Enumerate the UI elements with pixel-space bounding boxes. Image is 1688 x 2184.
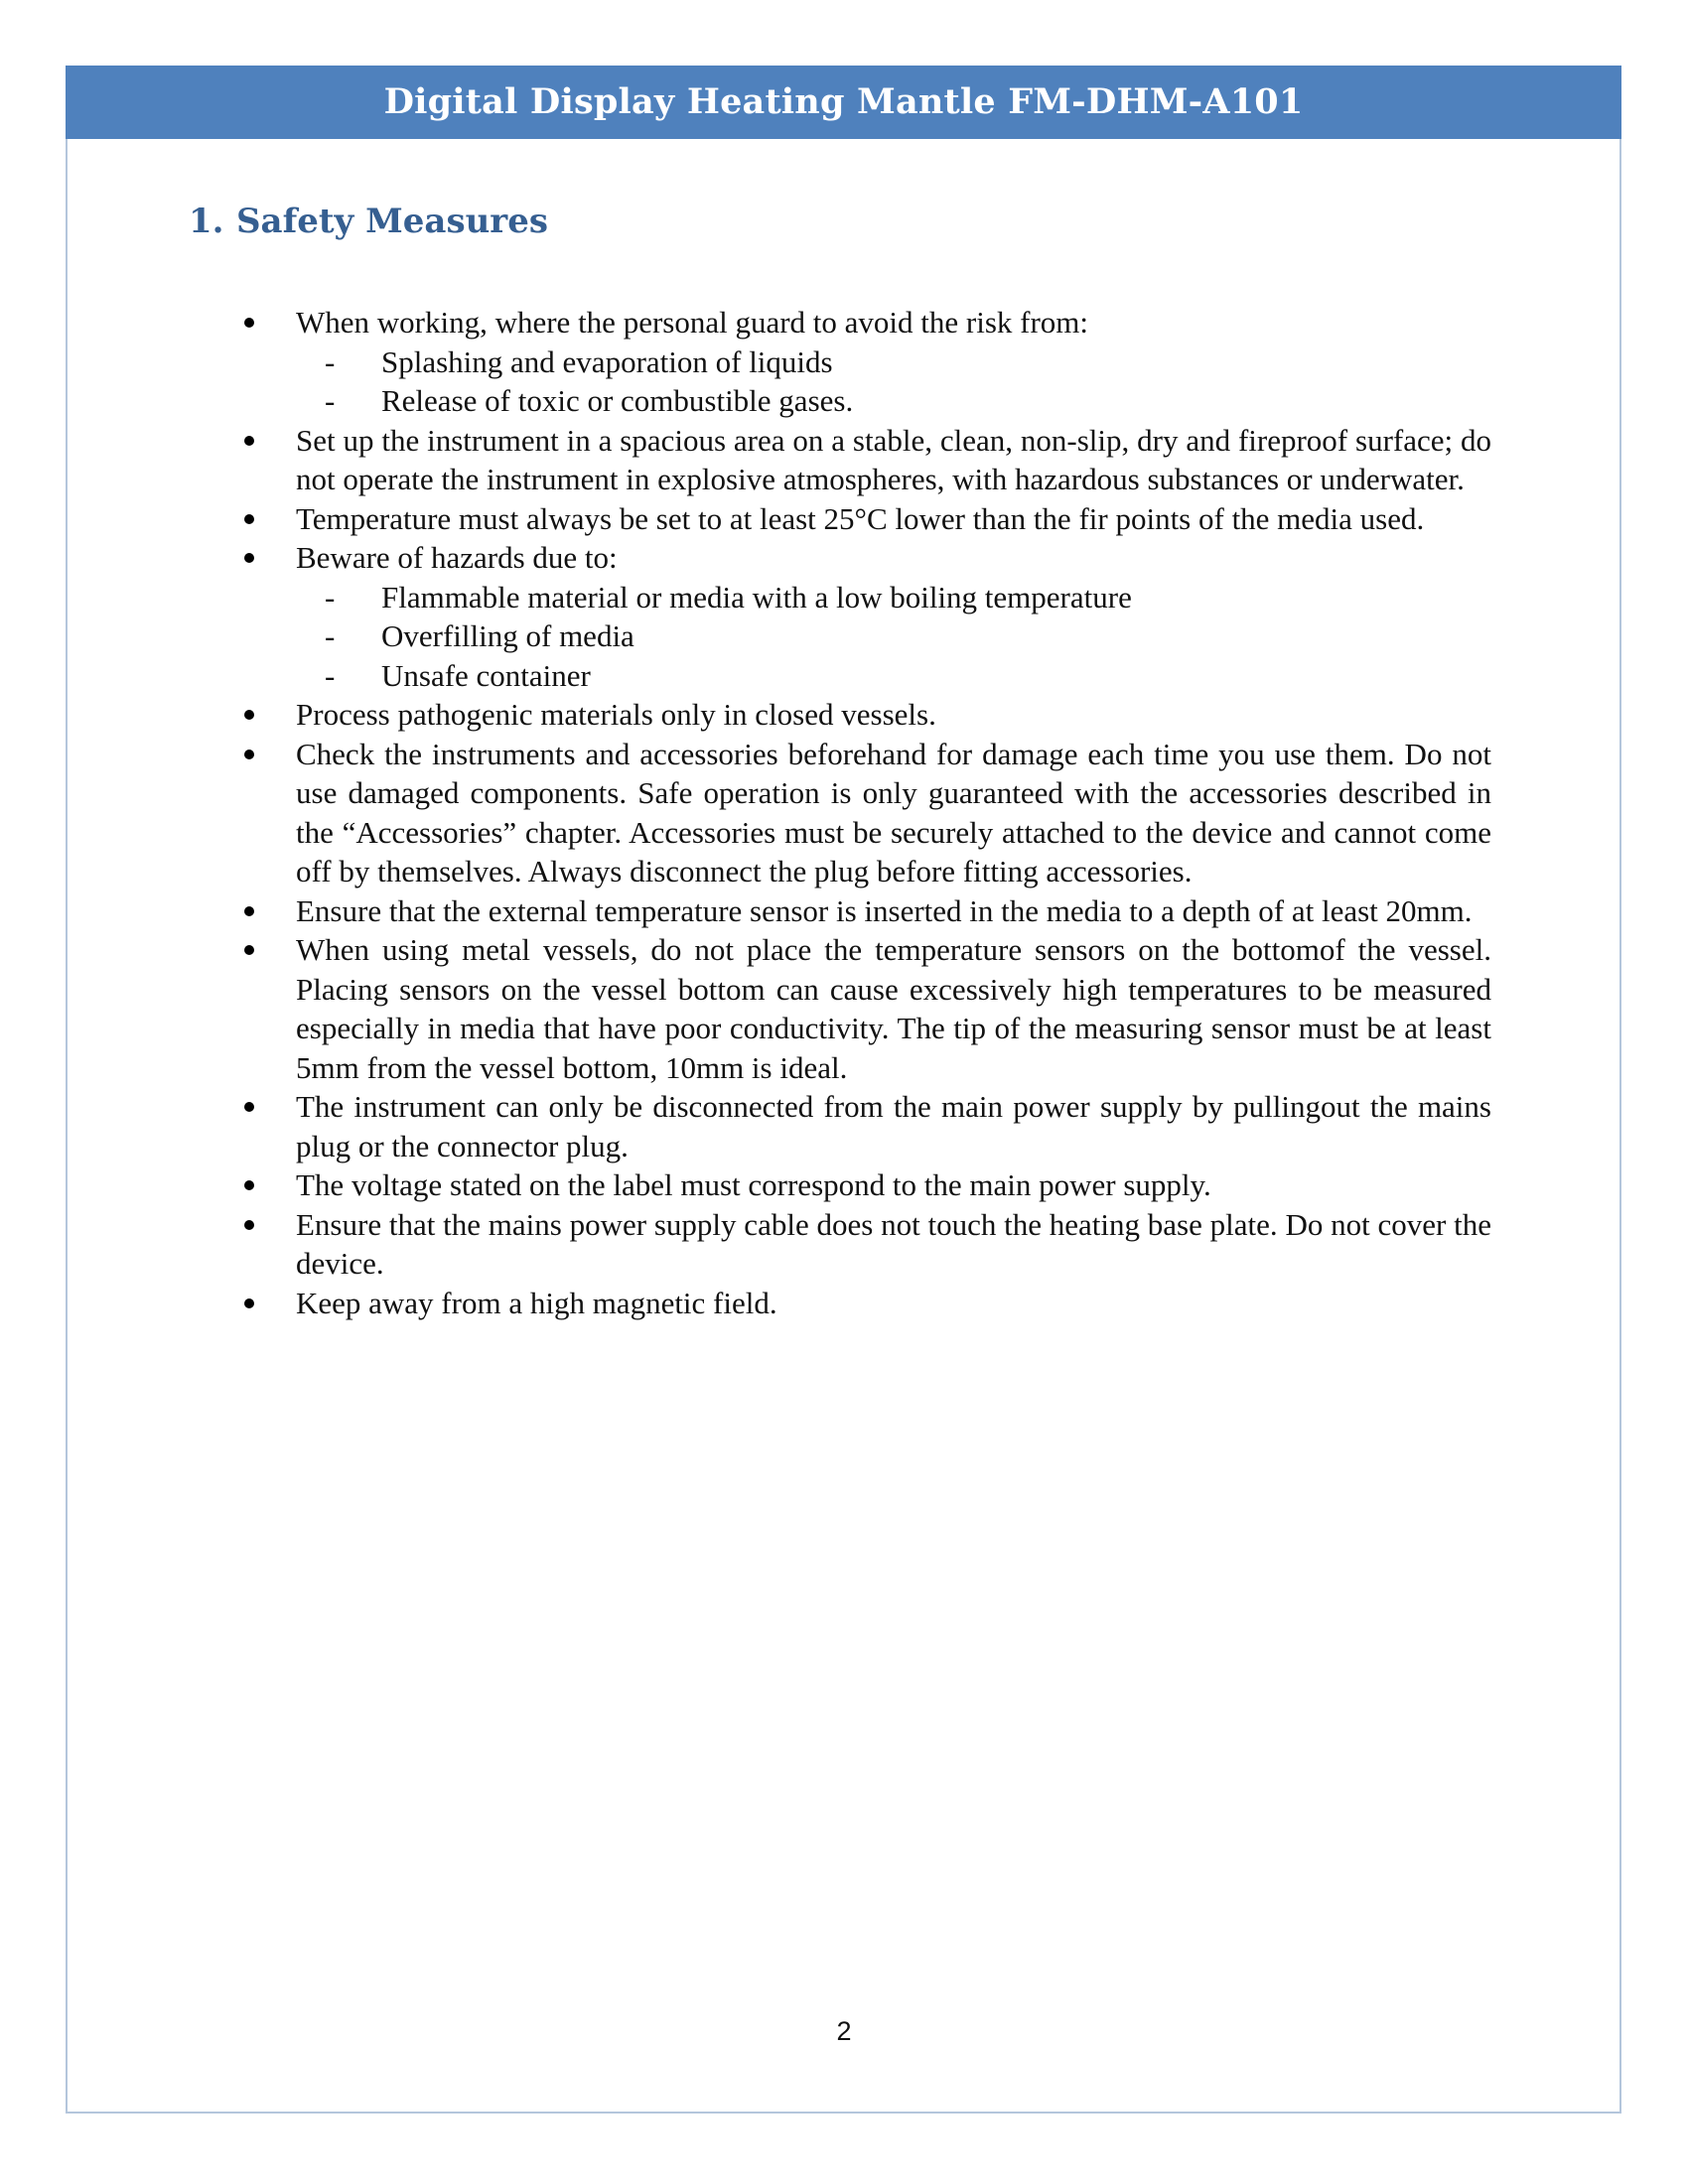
dash-icon: -: [325, 657, 336, 693]
bullet-point-icon: [244, 1180, 254, 1190]
bullet-item: [238, 421, 1491, 499]
dash-icon: -: [325, 579, 336, 614]
section-number: 1.: [189, 202, 224, 241]
bullet-item: [238, 695, 1491, 735]
bullet-point-icon: [244, 553, 254, 563]
bullet-point-icon: [244, 906, 254, 916]
bullet-item: [238, 735, 1491, 891]
bullet-item: [238, 1087, 1491, 1165]
bullet-text: When working, where the personal guard to avoid the risk from:: [296, 305, 1089, 340]
sub-item: [296, 381, 1491, 421]
bullet-item: [238, 930, 1491, 1087]
bullet-text: Ensure that the external temperature sensor is inserted in the media to a depth of at least 20mm.: [296, 892, 1473, 928]
bullet-point-icon: [244, 1102, 254, 1112]
dash-icon: -: [325, 343, 336, 379]
sub-item: [296, 578, 1491, 617]
sub-item-text: Overfilling of media: [381, 618, 634, 653]
sub-item-text: Flammable material or media with a low boiling temperature: [381, 579, 1132, 614]
bullet-point-icon: [244, 1298, 254, 1308]
bullet-point-icon: [244, 750, 254, 759]
bullet-item: [238, 1205, 1491, 1284]
document-header: [66, 66, 1621, 139]
bullet-point-icon: [244, 514, 254, 524]
bullet-item: [238, 499, 1491, 539]
document-title: Digital Display Heating Mantle FM-DHM-A101: [383, 81, 1304, 122]
section-heading: [189, 197, 548, 246]
page-number: 2: [836, 2016, 852, 2046]
safety-content: [238, 303, 1491, 1322]
bullet-point-icon: [244, 1220, 254, 1230]
bullet-text: The voltage stated on the label must correspond to the main power supply.: [296, 1167, 1211, 1202]
bullet-text: Beware of hazards due to:: [296, 540, 618, 575]
sub-item-text: Release of toxic or combustible gases.: [381, 383, 854, 418]
bullet-text: The instrument can only be disconnected from the main power supply by pullingout the mains plug or the connector plug.: [296, 1089, 1491, 1163]
bullet-item: [238, 891, 1491, 931]
sub-list: [296, 342, 1491, 421]
bullet-item: [238, 538, 1491, 695]
bullet-text: Process pathogenic materials only in closed vessels.: [296, 697, 936, 732]
bullet-text: Check the instruments and accessories beforehand for damage each time you use them. Do not use damaged components. Safe operation is only guaranteed with the accessories described in the “Accessories” chapter. Accessories must be securely attached to the device and cannot come off by themselves. Always disconnect the plug before fitting accessories.: [296, 736, 1491, 888]
sub-list: [296, 578, 1491, 696]
bullet-text: Keep away from a high magnetic field.: [296, 1285, 777, 1320]
sub-item-text: Unsafe container: [381, 657, 591, 693]
section-title: Safety Measures: [236, 202, 548, 241]
bullet-point-icon: [244, 318, 254, 328]
bullet-point-icon: [244, 436, 254, 446]
dash-icon: -: [325, 383, 336, 418]
bullet-point-icon: [244, 710, 254, 720]
sub-item-text: Splashing and evaporation of liquids: [381, 343, 833, 379]
sub-item: [296, 616, 1491, 656]
sub-item: [296, 656, 1491, 696]
bullet-text: Temperature must always be set to at least 25°C lower than the fir points of the media used.: [296, 500, 1425, 536]
bullet-item: [238, 1284, 1491, 1323]
sub-item: [296, 342, 1491, 382]
bullet-item: [238, 1165, 1491, 1205]
bullet-text: When using metal vessels, do not place the temperature sensors on the bottomof the vessel. Placing sensors on the vessel bottom can cause excessively high temperatures to be measured especially in media that have poor conductivity. The tip of the measuring sensor must be at least 5mm from the vessel bottom, 10mm is ideal.: [296, 932, 1491, 1085]
safety-bullet-list: [238, 303, 1491, 1322]
bullet-point-icon: [244, 945, 254, 955]
bullet-text: Ensure that the mains power supply cable does not touch the heating base plate. Do not cover the device.: [296, 1206, 1491, 1281]
dash-icon: -: [325, 618, 336, 653]
bullet-text: Set up the instrument in a spacious area on a stable, clean, non-slip, dry and fireproof surface; do not operate the instrument in explosive atmospheres, with hazardous substances or underwater.: [296, 422, 1491, 496]
bullet-item: [238, 303, 1491, 421]
